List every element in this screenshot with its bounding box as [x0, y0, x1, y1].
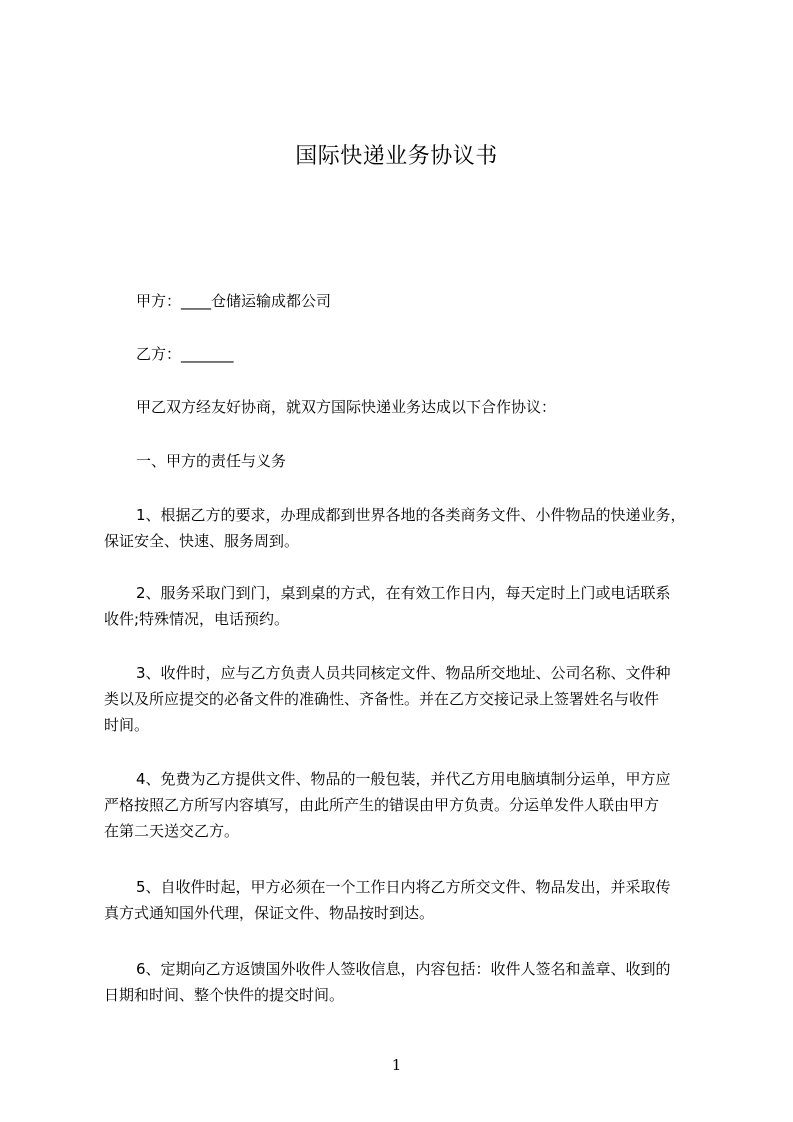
clause-3-line-3: 时间。 [104, 716, 150, 734]
clause-3-line-1: 3、收件时，应与乙方负责人员共同核定文件、物品所交地址、公司名称、文件种 [136, 664, 671, 682]
section-1-heading: 一、甲方的责任与义务 [136, 452, 287, 470]
clause-5-line-1: 5、自收件时起，甲方必须在一个工作日内将乙方所交文件、物品发出，并采取传 [136, 878, 671, 896]
clause-4-line-1: 4、免费为乙方提供文件、物品的一般包装，并代乙方用电脑填制分运单，甲方应 [136, 770, 671, 788]
clause-6 [104, 956, 724, 1008]
page-number: 1 [391, 1056, 402, 1074]
document-title: 国际快递业务协议书 [295, 144, 498, 169]
clause-5 [104, 874, 724, 926]
clause-4 [104, 766, 724, 844]
party-b-line: 乙方：_______ [136, 345, 234, 363]
clause-6-line-2: 日期和时间、整个快件的提交时间。 [104, 986, 345, 1004]
clause-5-line-2: 真方式通知国外代理，保证文件、物品按时到达。 [104, 904, 435, 922]
party-a-line: 甲方：____仓储运输成都公司 [136, 292, 332, 310]
clause-3 [104, 660, 724, 738]
clause-2-line-1: 2、服务采取门到门，桌到桌的方式，在有效工作日内，每天定时上门或电话联系 [136, 584, 671, 602]
clause-4-line-2: 严格按照乙方所写内容填写，由此所产生的错误由甲方负责。分运单发件人联由甲方 [104, 796, 660, 814]
clause-3-line-2: 类以及所应提交的必备文件的准确性、齐备性。并在乙方交接记录上签署姓名与收件 [104, 690, 660, 708]
clause-1-line-2: 保证安全、快速、服务周到。 [104, 532, 300, 550]
clause-2 [104, 580, 724, 632]
clause-2-line-2: 收件;特殊情况，电话预约。 [104, 610, 290, 628]
clause-1-line-1: 1、根据乙方的要求，办理成都到世界各地的各类商务文件、小件物品的快递业务， [136, 506, 686, 524]
clause-4-line-3: 在第二天送交乙方。 [104, 822, 240, 840]
preamble-paragraph: 甲乙双方经友好协商，就双方国际快递业务达成以下合作协议： [136, 398, 557, 416]
clause-6-line-1: 6、定期向乙方返馈国外收件人签收信息，内容包括：收件人签名和盖章、收到的 [136, 960, 671, 978]
clause-1 [104, 502, 724, 554]
